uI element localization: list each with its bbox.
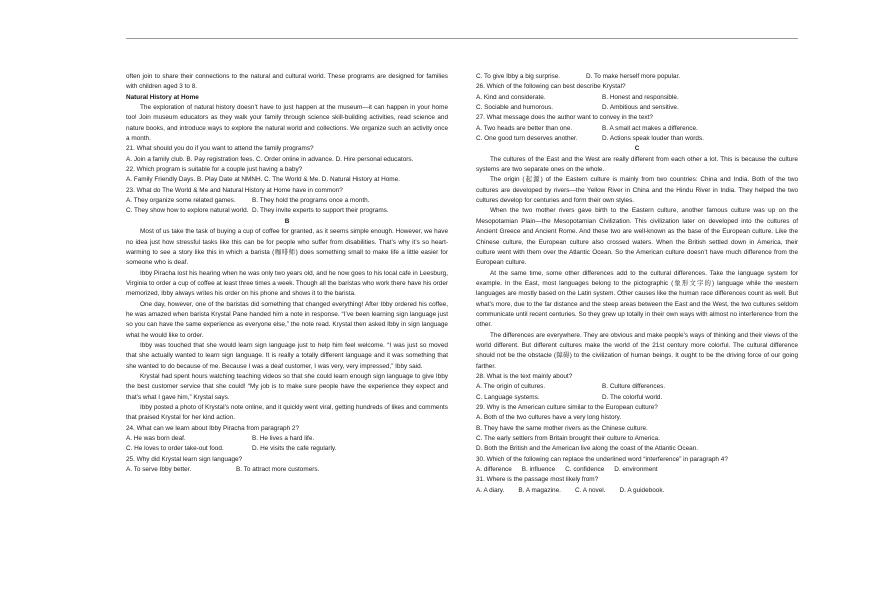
option: D. They invite experts to support their programs.: [252, 207, 389, 215]
option: C. One good turn deserves another.: [476, 135, 578, 143]
option: C. A novel.: [574, 486, 606, 494]
intro-continued: often join to share their connections to the natural and cultural world. These programs are designed for families with children aged 3 to 8.: [126, 73, 448, 91]
option: A. Kind and considerate.: [476, 93, 546, 101]
section-c-heading: C: [634, 145, 640, 153]
option: D. Ambitious and sensitive.: [602, 104, 679, 112]
option: A. Two heads are better than one.: [476, 124, 573, 132]
option: A. He was born deaf.: [126, 435, 186, 443]
question-31-options: [476, 486, 798, 496]
option: B. Culture differences.: [602, 383, 666, 391]
question-25-options-ab: [126, 465, 448, 475]
option: C. Sociable and humorous.: [476, 104, 554, 112]
question-25: 25. Why did Krystal learn sign language?: [126, 455, 243, 463]
question-30-options: [476, 465, 798, 475]
option: C. Language systems.: [476, 393, 540, 401]
section-b-heading: B: [284, 217, 290, 225]
option: B. They have the same mother rivers as the Chinese culture.: [476, 424, 648, 432]
option: D. A guidebook.: [619, 486, 665, 494]
question-28: 28. What is the text mainly about?: [476, 372, 573, 380]
question-23: 23. What do The World & Me and Natural History at Home have in common?: [126, 186, 343, 194]
option: A. The origin of cultures.: [476, 383, 546, 391]
question-22-options: A. Family Friendly Days. B. Play Date at NMNH. C. The World & Me. D. Natural History at Home.: [126, 176, 400, 184]
question-24-options-cd: [126, 444, 448, 454]
option: B. A small act makes a difference.: [602, 124, 698, 132]
option: C. They show how to explore natural world.: [126, 207, 249, 215]
option: A. A diary.: [476, 486, 505, 494]
question-27: 27. What message does the author want to convey in the text?: [476, 114, 653, 122]
paragraph: The exploration of natural history doesn’t have to just happen at the museum—it can happen in your home too! Join museum educators as they walk your family through science skill-building activities, read science and nature books, and introduce ways to explore the natural world and collections. We organize such an activity once a month.: [126, 104, 448, 143]
question-23-options-ab: [126, 196, 448, 206]
question-26: 26. Which of the following can best describe Krystal?: [476, 83, 626, 91]
option: C. To give Ibby a big surprise.: [476, 73, 561, 80]
question-27-options-cd: [476, 134, 798, 144]
paragraph: The cultures of the East and the West are really different from each other a lot. This is because the culture systems are two separate ones on the whole.: [476, 155, 798, 174]
option: D. environment: [614, 466, 658, 474]
option: C. He loves to order take-out food.: [126, 445, 224, 453]
option: B. To attract more customers.: [236, 466, 320, 474]
question-22: 22. Which program is suitable for a couple just having a baby?: [126, 166, 303, 174]
paragraph: The differences are everywhere. They are obvious and make people’s ways of thinking and their views of the world different. But different cultures make the world of the 21st century more colorful. The cultural difference should not be the obstacle (障碍) to the civilization of human beings. It ought to be the driving force of our going farther.: [476, 331, 798, 370]
paragraph: Ibby was touched that she would learn sign language just to help him feel welcome. “I was just so moved that she actually wanted to learn sign language. It is really a totally different language and it was something that she wanted to do because of me. Because I was a deaf customer, I was very, very impressed,” Ibby said.: [126, 341, 448, 370]
question-27-options-ab: [476, 124, 798, 134]
paragraph: One day, however, one of the baristas did something that changed everything! After Ibby ordered his coffee, he was amazed when barista Krystal Pane handed him a note in response. “I’ve been learning sign language just so you can have the same experience as everyone else,” the note read. Krystal then asked Ibby in sign language what he would like to order.: [126, 300, 448, 339]
paragraph: Krystal had spent hours watching teaching videos so that she could learn enough sign language to give Ibby the best customer service that she could! “My job is to make sure people have the experience they expect and that’s what I gave him,” Krystal says.: [126, 372, 448, 401]
paragraph: When the two mother rivers gave birth to the Eastern culture, another famous culture was up on the Mesopotamian Plain—the Mesopotamian Civilization. This civilization later on developed into the cultures of Ancient Greece and Ancient Rome. And these two are well-known as the base of the European culture. Like the Chinese culture, the European culture also crossed waters. When the British settled down in America, their culture went with them over the Atlantic Ocean. So the American culture doesn’t have much difference from the European culture.: [476, 207, 798, 267]
question-31: 31. Where is the passage most likely from?: [476, 476, 599, 484]
option: A. To serve Ibby better.: [126, 466, 192, 474]
question-23-options-cd: [126, 206, 448, 216]
option: C. confidence: [565, 466, 605, 474]
question-26-options-ab: [476, 93, 798, 103]
paragraph: Ibby Piracha lost his hearing when he was only two years old, and he now goes to his local cafe in Leesburg, Virginia to order a cup of coffee at least three times a week. Though all the baristas who work there have his order memorized, Ibby always writes his order on his phone and shows it to the barista.: [126, 269, 448, 298]
question-28-options-ab: [476, 382, 798, 392]
question-26-options-cd: [476, 103, 798, 113]
question-25-options-cd: [476, 72, 798, 82]
paragraph: Ibby posted a photo of Krystal’s note online, and it quickly went viral, getting hundreds of likes and comments that praised Krystal for her kind action.: [126, 404, 448, 422]
question-24: 24. What can we learn about Ibby Piracha from paragraph 2?: [126, 424, 300, 432]
question-30: 30. Which of the following can replace the underlined word “interference” in paragraph 4?: [476, 455, 728, 463]
option: D. He visits the cafe regularly.: [252, 445, 337, 453]
paragraph: The origin (起源) of the Eastern culture is mainly from two countries: China and India. Both of the two cultures are developed by rivers—the Yellow River in China and the Hindu River in India. They helped the two cultures develop for centuries and form their own styles.: [476, 176, 798, 205]
option: B. They hold the programs once a month.: [252, 197, 370, 205]
question-24-options-ab: [126, 434, 448, 444]
option: D. Both the British and the American live along the coast of the Atlantic Ocean.: [476, 445, 699, 453]
option: C. The early settlers from Britain brought their culture to America.: [476, 435, 660, 443]
question-29: 29. Why is the American culture similar to the European culture?: [476, 404, 658, 411]
question-21: 21. What should you do if you want to attend the family programs?: [126, 145, 314, 153]
option: B. He lives a hard life.: [252, 435, 315, 443]
left-column: [126, 72, 448, 475]
right-column: [476, 72, 798, 496]
question-28-options-cd: [476, 393, 798, 403]
paragraph: Most of us take the task of buying a cup of coffee for granted, as it seems simple enough. However, we have no idea just how stressful tasks like this can be for people who suffer from disabilities. That’s why it’s so heart-warming to see a story like this in which a barista (咖啡师) does something small to make life a little easier for someone who is deaf.: [126, 228, 448, 267]
option: A. difference: [476, 466, 512, 474]
option: B. influence: [521, 466, 556, 474]
option: D. Actions speak louder than words.: [602, 135, 704, 143]
option: B. Honest and responsible.: [602, 93, 679, 101]
paragraph: At the same time, some other differences add to the cultural differences. Take the language system for example. In the East, most languages belong to the pictographic (象形文字的) language while the western languages are mostly based on the Latin system. Other causes like the human race differences count as well. But what’s more, due to the far distance and the steep areas between the East and the West, the two cultures seldom communicate until recent centuries. So they grew up totally in their own ways with almost no interference from the other.: [476, 269, 798, 329]
option: D. To make herself more popular.: [586, 73, 681, 80]
option: A. Both of the two cultures have a very long history.: [476, 414, 622, 422]
option: D. The colorful world.: [602, 393, 663, 401]
top-divider: [126, 38, 798, 39]
question-21-options: A. Join a family club. B. Pay registration fees. C. Order online in advance. D. Hire personal educators.: [126, 155, 414, 163]
option: A. They organize some related games.: [126, 197, 236, 205]
option: B. A magazine.: [518, 486, 561, 494]
section-title: Natural History at Home: [126, 93, 199, 101]
